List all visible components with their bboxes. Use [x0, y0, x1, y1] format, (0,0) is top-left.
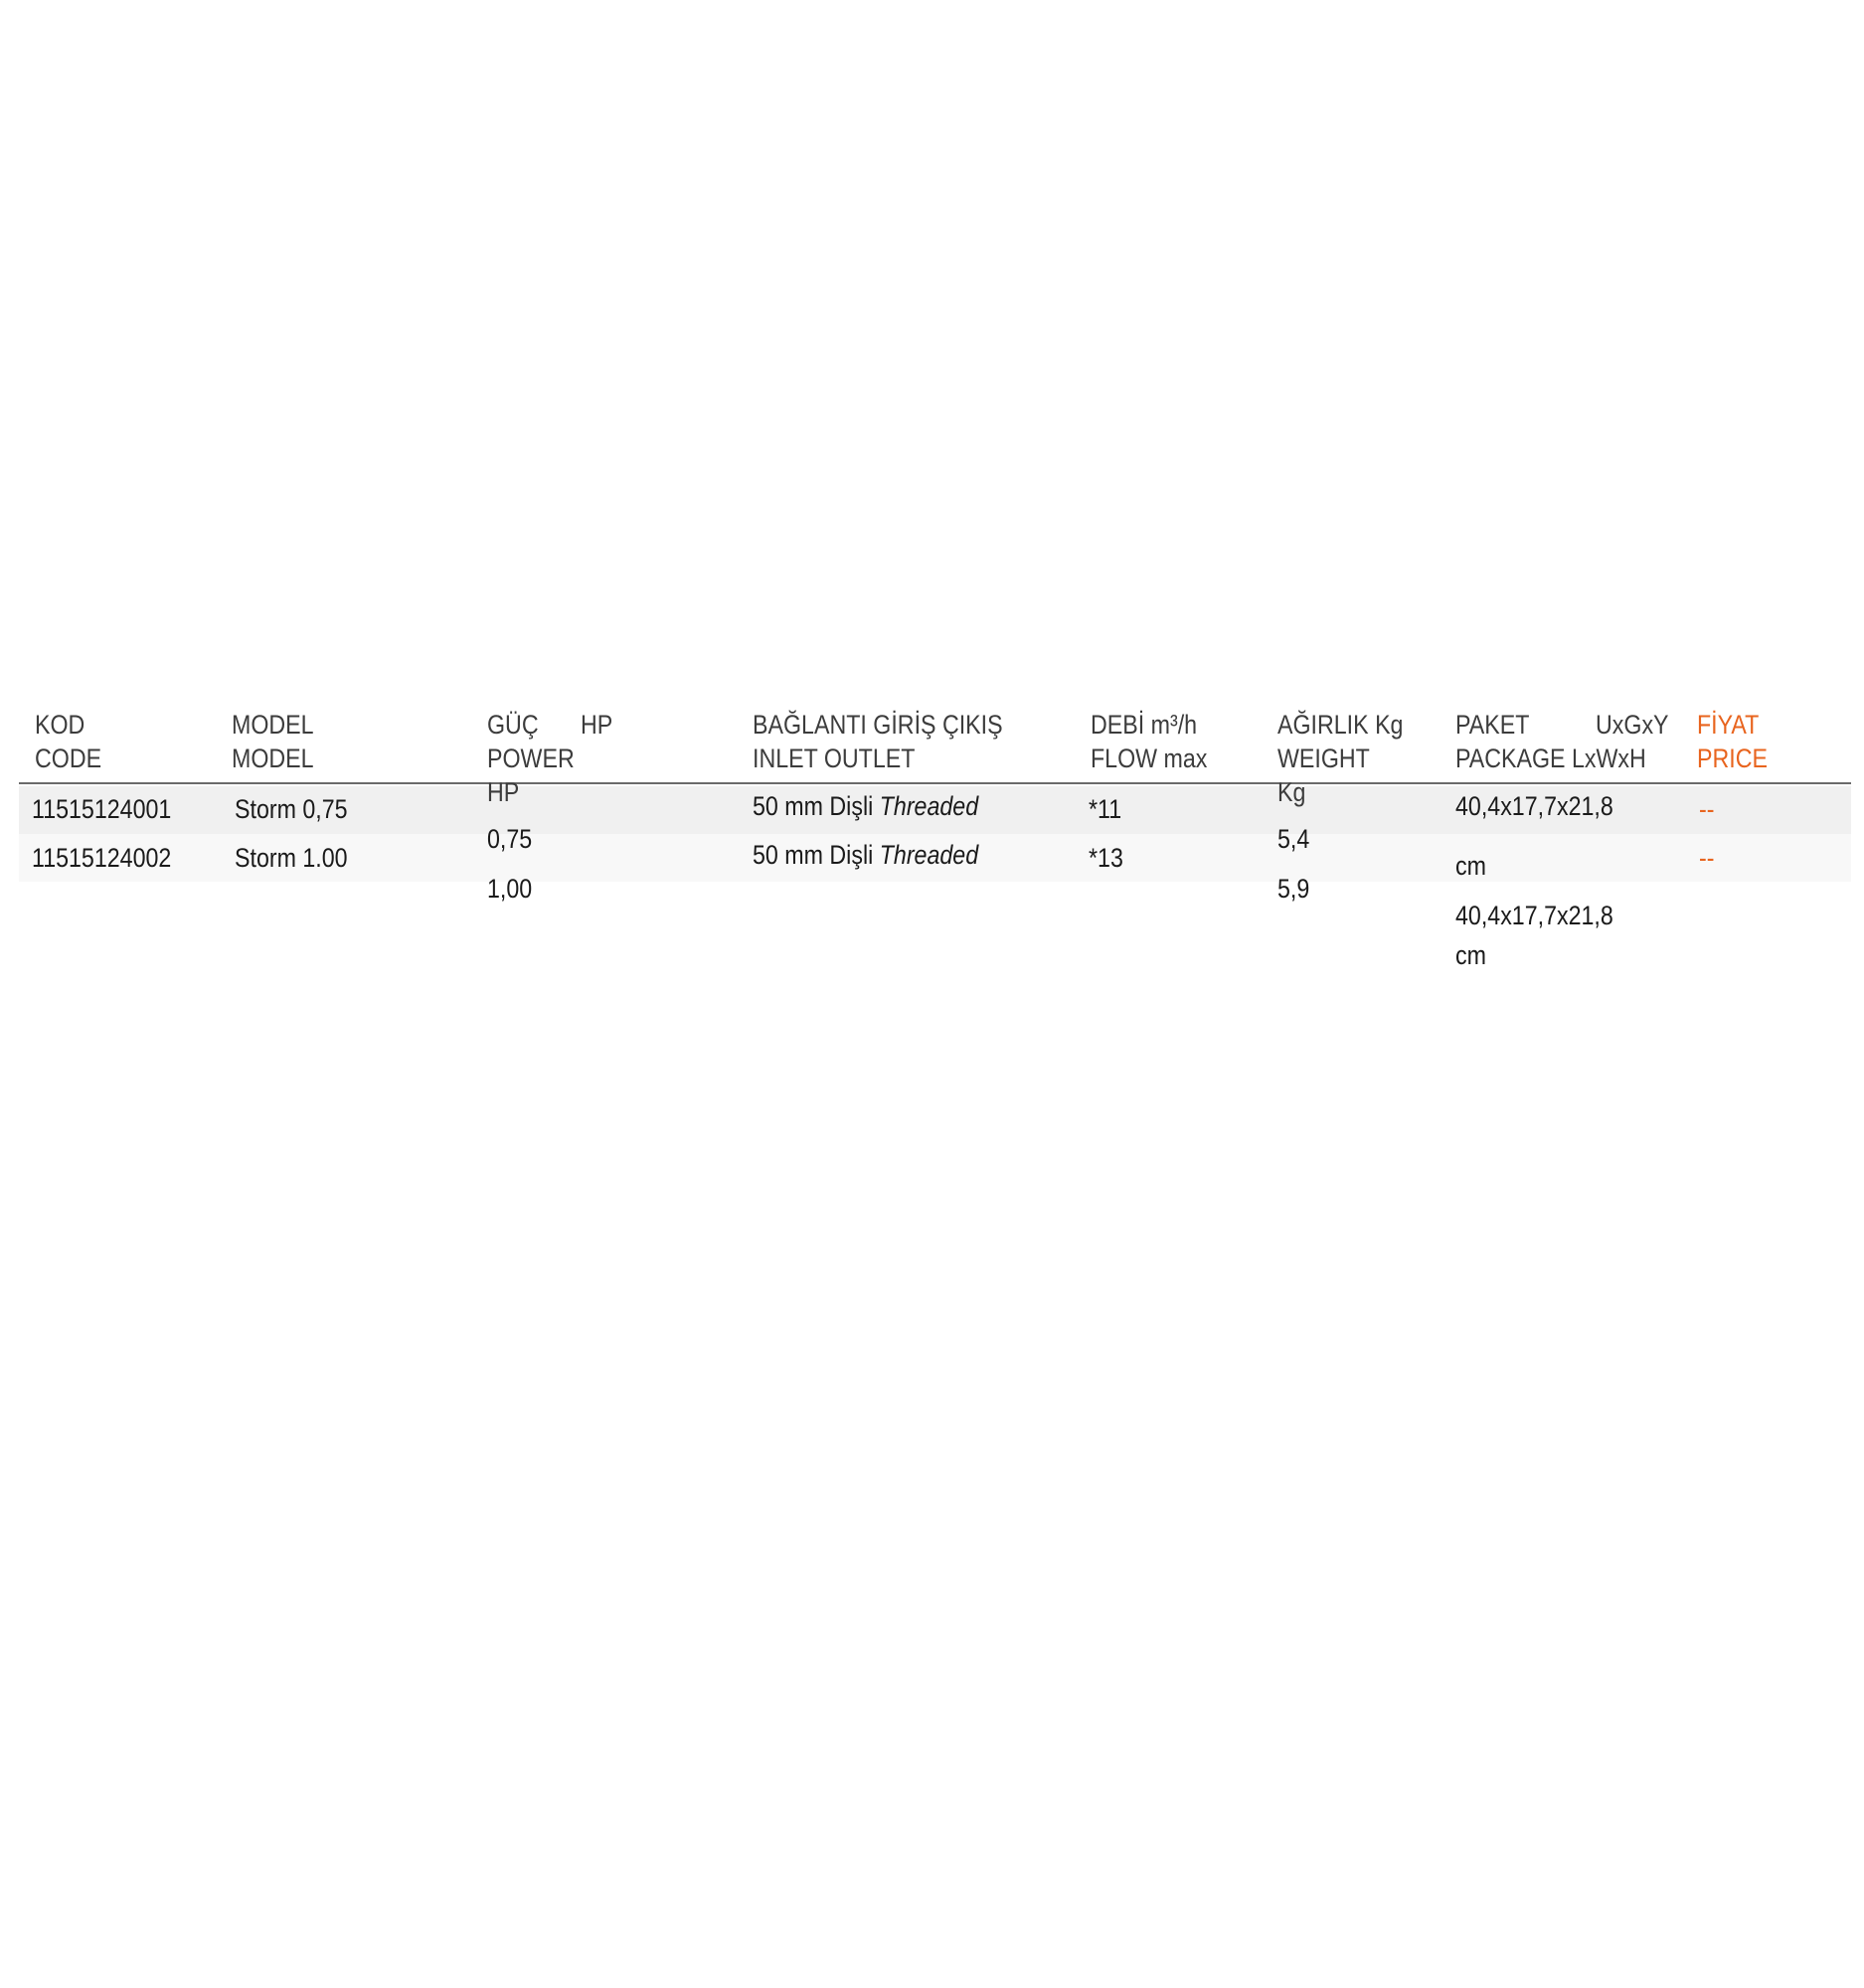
- header-price-en: PRICE: [1697, 744, 1768, 773]
- cell-package-unit-1: cm: [1455, 851, 1486, 881]
- header-price: FİYAT: [1697, 710, 1760, 740]
- header-model: MODEL: [232, 710, 314, 740]
- cell-price: --: [1699, 794, 1715, 824]
- cell-power-1: 0,75: [487, 824, 533, 854]
- header-weight: AĞIRLIK Kg: [1277, 710, 1404, 740]
- cell-weight-1: 5,4: [1277, 824, 1310, 854]
- header-power-en: POWER: [487, 744, 575, 773]
- cell-flow: *11: [1089, 794, 1122, 824]
- cell-model: Storm 0,75: [235, 794, 348, 824]
- cell-package: 40,4x17,7x21,8: [1455, 791, 1613, 821]
- header-flow: DEBİ m³/h: [1091, 710, 1198, 740]
- header-flow-en: FLOW max: [1091, 744, 1208, 773]
- header-power-en-unit: HP: [487, 777, 520, 807]
- header-code: KOD: [35, 710, 85, 740]
- cell-code: 11515124001: [32, 794, 172, 824]
- header-power: GÜÇ: [487, 710, 539, 740]
- cell-model: Storm 1.00: [235, 843, 348, 873]
- header-model-en: MODEL: [232, 744, 314, 773]
- header-weight-en: WEIGHT: [1277, 744, 1370, 773]
- cell-code: 11515124002: [32, 843, 172, 873]
- cell-package-2: 40,4x17,7x21,8: [1455, 901, 1613, 930]
- cell-weight-2: 5,9: [1277, 874, 1310, 904]
- cell-inlet: 50 mm Dişli Threaded: [753, 791, 979, 821]
- cell-inlet: 50 mm Dişli Threaded: [753, 840, 979, 870]
- header-code-en: CODE: [35, 744, 102, 773]
- cell-price: --: [1699, 843, 1715, 873]
- cell-package-unit-2: cm: [1455, 940, 1486, 970]
- header-inlet: BAĞLANTI GİRİŞ ÇIKIŞ: [753, 710, 1003, 740]
- header-power-unit: HP: [581, 710, 613, 740]
- header-package: PAKET: [1455, 710, 1530, 740]
- header-inlet-en: INLET OUTLET: [753, 744, 916, 773]
- header-weight-en-unit: Kg: [1277, 777, 1306, 807]
- header-package-en: PACKAGE LxWxH: [1455, 744, 1646, 773]
- header-divider: [19, 782, 1851, 784]
- header-package-dims: UxGxY: [1596, 710, 1669, 740]
- cell-power-2: 1,00: [487, 874, 533, 904]
- cell-flow: *13: [1089, 843, 1123, 873]
